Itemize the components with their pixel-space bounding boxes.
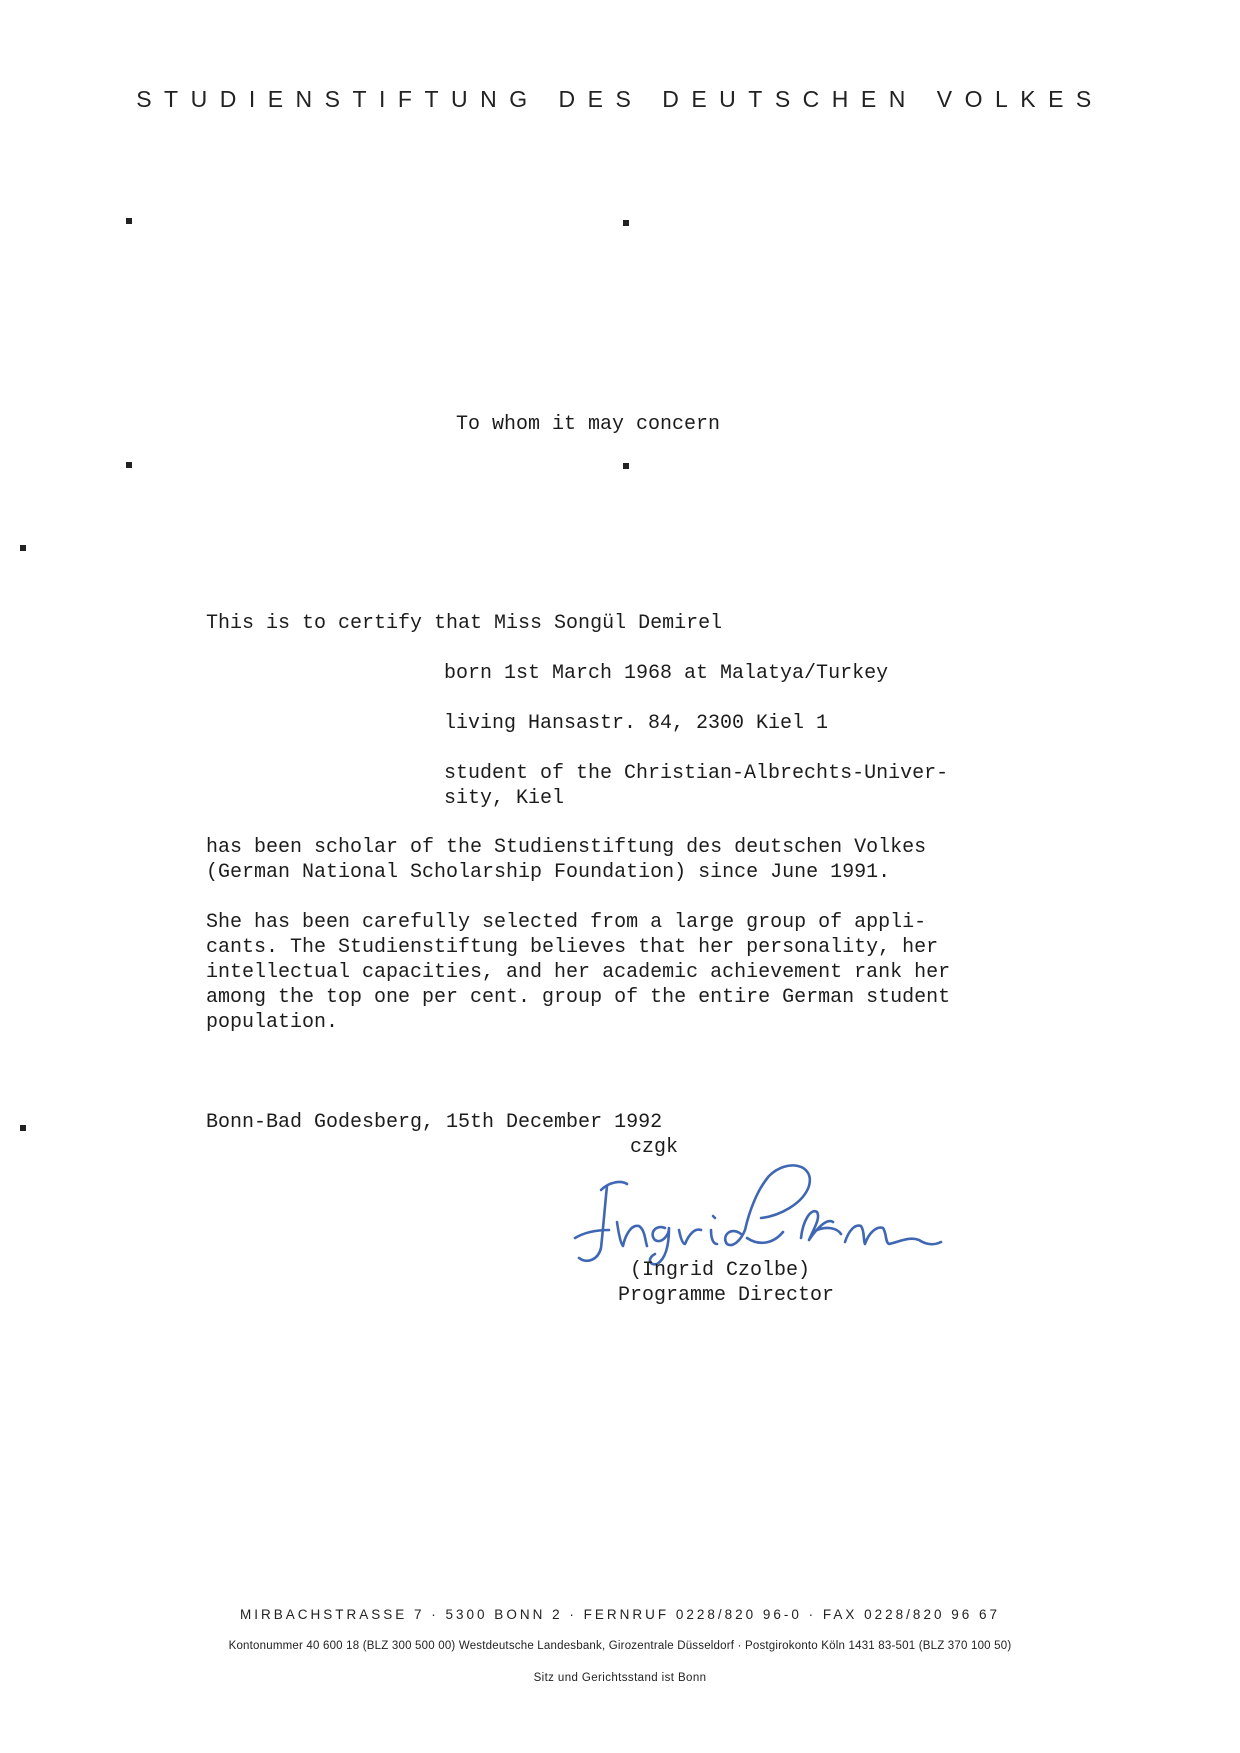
signature-stroke [579, 1186, 607, 1261]
letterhead: STUDIENSTIFTUNG DES DEUTSCHEN VOLKES [136, 86, 1104, 112]
scholar-line: has been scholar of the Studienstiftung des deutschen Volkes [206, 836, 927, 859]
footer-bank-details: Kontonummer 40 600 18 (BLZ 300 500 00) Westdeutsche Landesbank, Girozentrale Düsseldorf · Postgirokonto Köln 1431 83-501 (BLZ 370 100 50) [228, 1640, 1012, 1652]
margin-mark [623, 463, 629, 469]
signature-stroke [575, 1230, 609, 1238]
signature-stroke [747, 1232, 783, 1243]
signatory-name: (Ingrid Czolbe) [630, 1259, 811, 1282]
reference-code: czgk [630, 1136, 679, 1159]
certify-line: This is to certify that Miss Songül Demirel [206, 612, 723, 635]
margin-mark [20, 1125, 26, 1131]
place-date: Bonn-Bad Godesberg, 15th December 1992 [206, 1111, 663, 1134]
salutation: To whom it may concern [456, 413, 721, 436]
living-line: living Hansastr. 84, 2300 Kiel 1 [444, 712, 829, 735]
signature-stroke [711, 1230, 717, 1244]
student-line: student of the Christian-Albrechts-Univer- [444, 762, 949, 785]
selection-line: She has been carefully selected from a large group of appli- [206, 911, 927, 934]
selection-line: among the top one per cent. group of the entire German student [206, 986, 951, 1009]
student-line: sity, Kiel [444, 787, 565, 810]
margin-mark [20, 545, 26, 551]
signature-stroke [713, 1216, 715, 1218]
margin-mark [126, 218, 132, 224]
margin-mark [126, 462, 132, 468]
scholar-line: (German National Scholarship Foundation) since June 1991. [206, 861, 891, 884]
signature-stroke [801, 1211, 833, 1240]
signature-stroke [601, 1182, 627, 1190]
footer-address: MIRBACHSTRASSE 7 · 5300 BONN 2 · FERNRUF 0228/820 96-0 · FAX 0228/820 96 67 [240, 1607, 1000, 1622]
signature-stroke [679, 1230, 701, 1244]
footer-seat: Sitz und Gerichtsstand ist Bonn [533, 1672, 707, 1684]
signature-stroke [725, 1165, 810, 1245]
signature-stroke [617, 1222, 647, 1246]
signature-stroke [845, 1226, 941, 1245]
selection-line: cants. The Studienstiftung believes that her personality, her [206, 936, 939, 959]
signature-stroke [817, 1228, 841, 1234]
margin-mark [623, 220, 629, 226]
handwritten-signature [565, 1160, 985, 1270]
selection-line: intellectual capacities, and her academic achievement rank her [206, 961, 951, 984]
signatory-title: Programme Director [618, 1284, 835, 1307]
born-line: born 1st March 1968 at Malatya/Turkey [444, 662, 889, 685]
selection-line: population. [206, 1011, 339, 1034]
